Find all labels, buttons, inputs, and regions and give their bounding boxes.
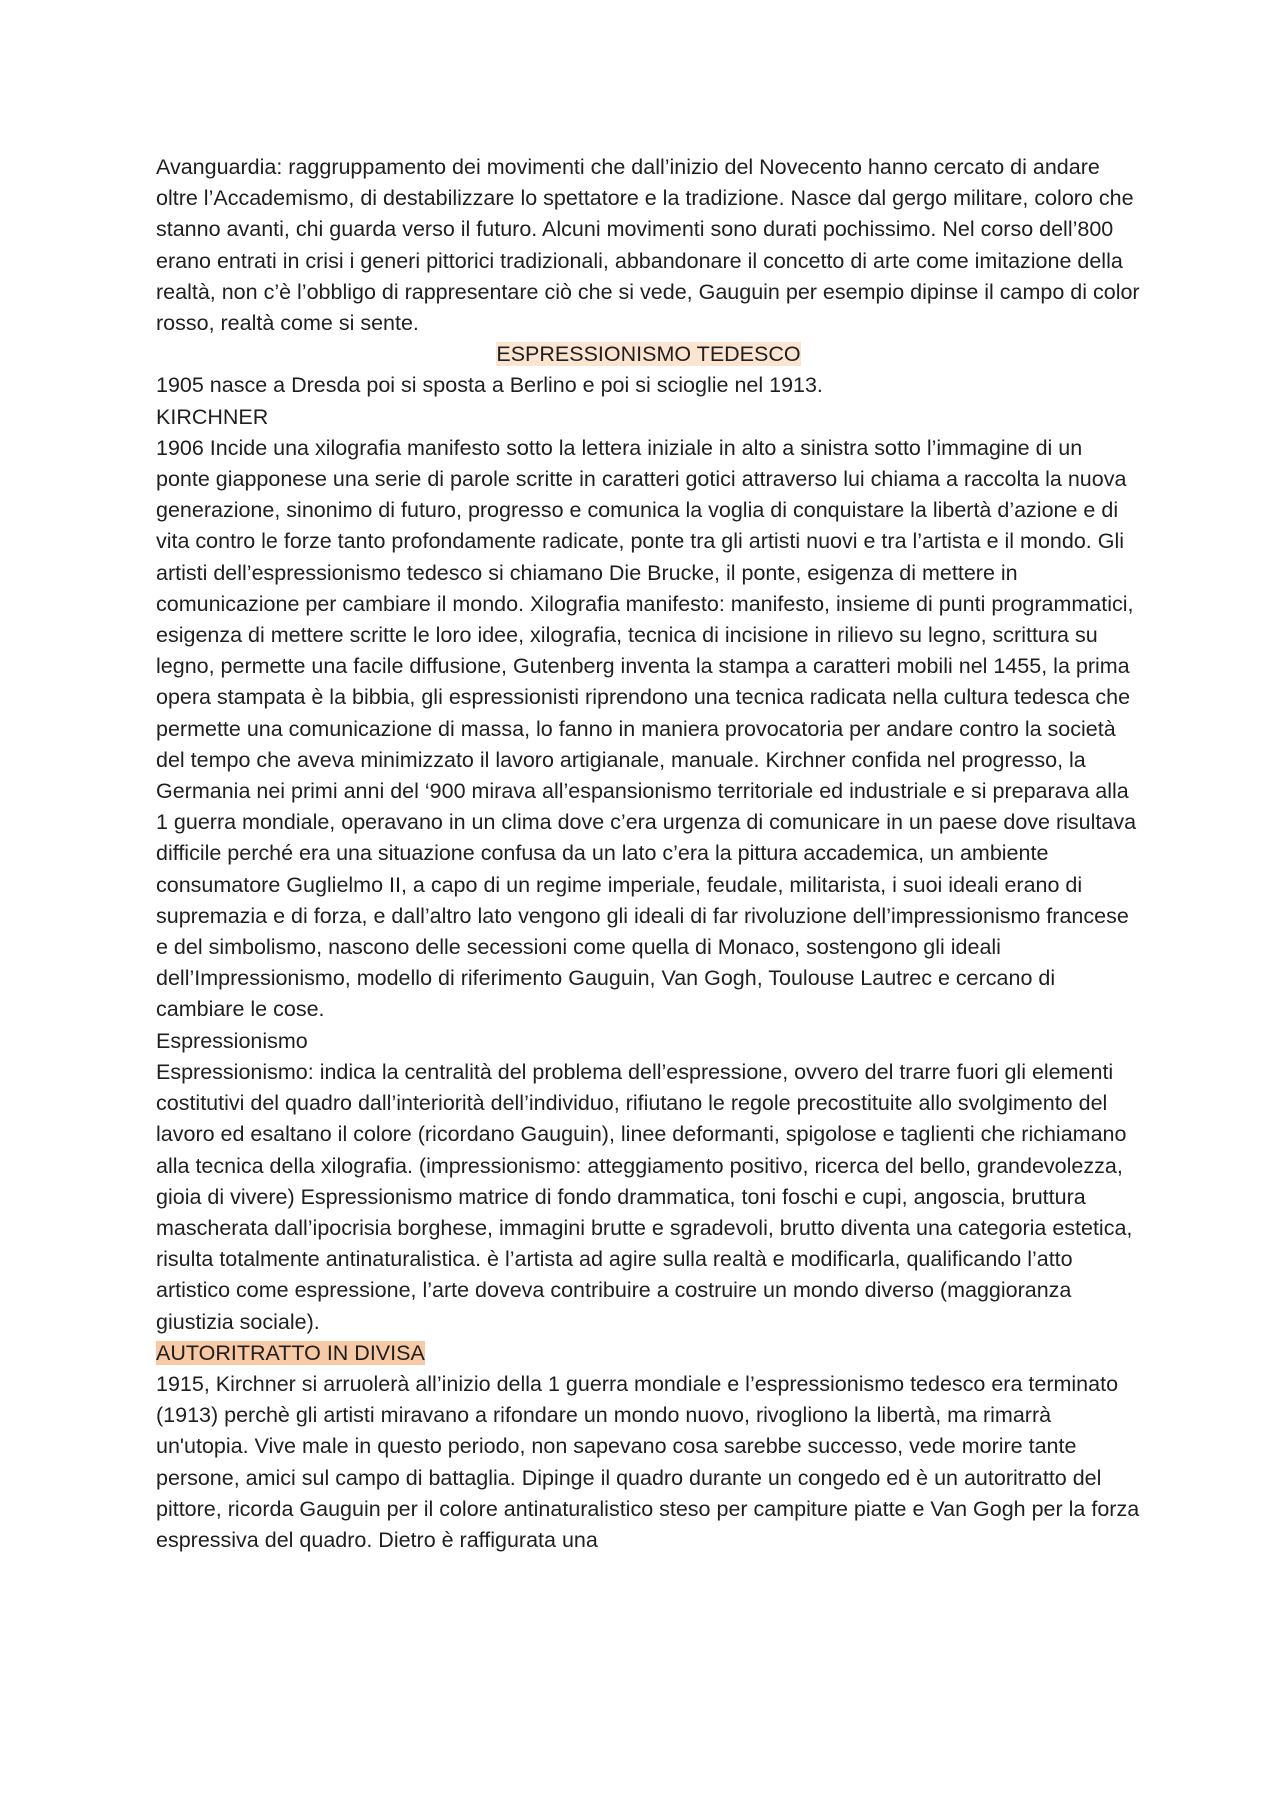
document-page [156,152,1141,1556]
heading-espressionismo-tedesco [156,339,1141,370]
espressionismo-paragraph: Espressionismo: indica la centralità del problema dell’espressione, ovvero del trarre fuori gli elementi costitutivi del quadro dall’interiorità dell’individuo, rifiutano le regole precostituite allo svolgimento del lavoro ed esaltano il colore (ricordano Gauguin), linee deformanti, spigolose e taglienti che richiamano alla tecnica della xilografia. (impressionismo: atteggiamento positivo, ricerca del bello, grandevolezza, gioia di vivere) Espressionismo matrice di fondo drammatica, toni foschi e cupi, angoscia, bruttura mascherata dall’ipocrisia borghese, immagini brutte e sgradevoli, brutto diventa una categoria estetica, risulta totalmente antinaturalistica. è l’artista ad agire sulla realtà e modificarla, qualificando l’atto artistico come espressione, l’arte doveva contribuire a costruire un mondo diverso (maggioranza giustizia sociale). [156,1059,1133,1334]
heading-autoritratto [156,1338,1141,1369]
dates-line: 1905 nasce a Dresda poi si sposta a Berlino e poi si scioglie nel 1913. [156,373,823,398]
autoritratto-paragraph: 1915, Kirchner si arruolerà all’inizio della 1 guerra mondiale e l’espressionismo tedesco era terminato (1913) perchè gli artisti miravano a rifondare un mondo nuovo, rivogliono la libertà, ma rimarrà un'utopia. Vive male in questo periodo, non sapevano cosa sarebbe successo, vede morire tante persone, amici sul campo di battaglia. Dipinge il quadro durante un congedo ed è un autoritratto del pittore, ricorda Gauguin per il colore antinaturalistico steso per campiture piatte e Van Gogh per la forza espressiva del quadro. Dietro è raffigurata una [156,1371,1140,1552]
heading-highlight: AUTORITRATTO IN DIVISA [156,1340,425,1365]
kirchner-paragraph: 1906 Incide una xilografia manifesto sotto la lettera iniziale in alto a sinistra sotto l’immagine di un ponte giapponese una serie di parole scritte in caratteri gotici attraverso lui chiama a raccolta la nuova generazione, sinonimo di futuro, progresso e comunica la voglia di conquistare la libertà d’azione e di vita contro le forze tanto profondamente radicate, ponte tra gli artisti nuovi e tra l’artista e il mondo. Gli artisti dell’espressionismo tedesco si chiamano Die Brucke, il ponte, esigenza di mettere in comunicazione per cambiare il mondo. Xilografia manifesto: manifesto, insieme di punti programmatici, esigenza di mettere scritte le loro idee, xilografia, tecnica di incisione in rilievo su legno, scrittura su legno, permette una facile diffusione, Gutenberg inventa la stampa a caratteri mobili nel 1455, la prima opera stampata è la bibbia, gli espressionisti riprendono una tecnica radicata nella cultura tedesca che permette una comunicazione di massa, lo fanno in maniera provocatoria per andare contro la società del tempo che aveva minimizzato il lavoro artigianale, manuale. Kirchner confida nel progresso, la Germania nei primi anni del ‘900 mirava all’espansionismo territoriale ed industriale e si preparava alla 1 guerra mondiale, operavano in un clima dove c’era urgenza di comunicare in un paese dove risultava difficile perché era una situazione confusa da un lato c’era la pittura accademica, un ambiente consumatore Guglielmo II, a capo di un regime imperiale, feudale, militarista, i suoi ideali erano di supremazia e di forza, e dall’altro lato vengono gli ideali di far rivoluzione dell’impressionismo francese e del simbolismo, nascono delle secessioni come quella di Monaco, sostengono gli ideali dell’Impressionismo, modello di riferimento Gauguin, Van Gogh, Toulouse Lautrec e cercano di cambiare le cose. [156,435,1137,1022]
subheading-kirchner: KIRCHNER [156,404,269,429]
intro-paragraph: Avanguardia: raggruppamento dei movimenti che dall’inizio del Novecento hanno cercato di andare oltre l’Accademismo, di destabilizzare lo spettatore e la tradizione. Nasce dal gergo militare, coloro che stanno avanti, chi guarda verso il futuro. Alcuni movimenti sono durati pochissimo. Nel corso dell’800 erano entrati in crisi i generi pittorici tradizionali, abbandonare il concetto di arte come imitazione della realtà, non c’è l’obbligo di rappresentare ciò che si vede, Gauguin per esempio dipinse il campo di color rosso, realtà come si sente. [156,155,1140,336]
heading-highlight: ESPRESSIONISMO TEDESCO [496,342,801,367]
subheading-espressionismo: Espressionismo [156,1028,308,1053]
